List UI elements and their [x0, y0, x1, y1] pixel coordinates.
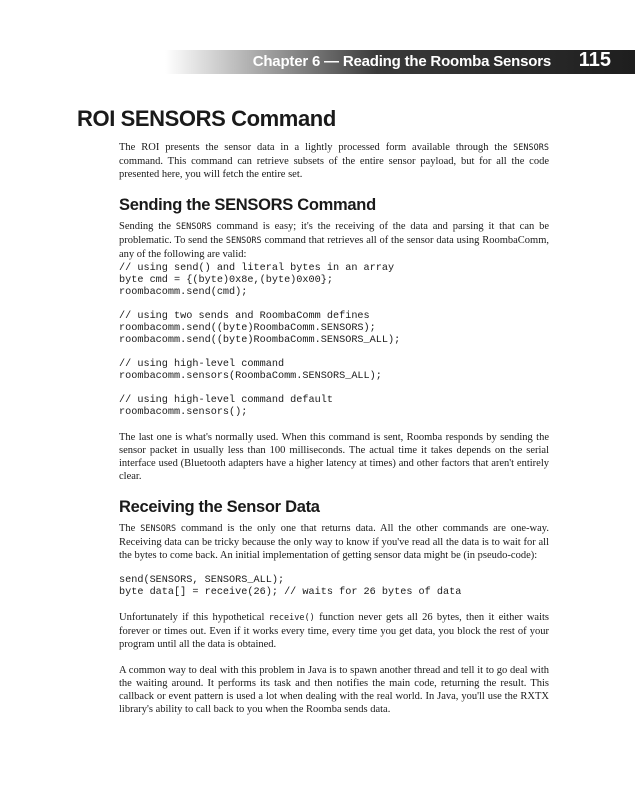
- receiving-text-2: Unfortunately if this hypothetical: [119, 612, 269, 623]
- inline-code: SENSORS: [140, 524, 177, 534]
- receiving-text-3: function never gets all 26 bytes, then it either waits forever or times out. Even if it works every time, every time you get data, you block the rest of your program until all the data is obtained.: [119, 612, 549, 650]
- code-line: roombacomm.sensors(RoombaComm.SENSORS_ALL);: [119, 371, 382, 382]
- code-line: send(SENSORS, SENSORS_ALL);: [119, 575, 285, 586]
- receiving-paragraph-3: A common way to deal with this problem in Java is to spawn another thread and tell it to go deal with the waiting around. It performs its task and then notifies the main code, returning the result. This callback or event pattern is used a lot when dealing with the real world. In Java, you'll use the RXTX library's ability to call back to you when the Roomba sends data.: [119, 665, 549, 715]
- code-line: // using high-level command: [119, 359, 285, 370]
- code-line: byte cmd = {(byte)0x8e,(byte)0x00};: [119, 275, 333, 286]
- page-number: 115: [578, 49, 611, 71]
- receiving-text-1: command is the only one that returns data. All the other commands are one-way. Receiving data can be tricky because the only way to know if you've read all the data is to wait for all the bytes to come back. An initial implementation of getting sensor data might be (in pseudo-code):: [119, 523, 549, 561]
- sending-heading: Sending the SENSORS Command: [119, 196, 376, 214]
- receiving-paragraph-1: [119, 522, 549, 562]
- inline-code: SENSORS: [175, 222, 212, 232]
- receiving-heading: Receiving the Sensor Data: [119, 498, 320, 516]
- sending-after-paragraph: The last one is what's normally used. When this command is sent, Roomba responds by sending the sensor packet in usually less than 100 milliseconds. The actual time it takes depends on the serial interface used (Bluetooth adapters have a higher latency at times) and other factors that aren't entirely clear.: [119, 432, 549, 482]
- code-line: roombacomm.send((byte)RoombaComm.SENSORS_ALL);: [119, 335, 401, 346]
- inline-code: receive(): [268, 613, 315, 623]
- code-line: // using send() and literal bytes in an array: [119, 263, 395, 274]
- code-line: roombacomm.sensors();: [119, 407, 248, 418]
- code-line: roombacomm.send(cmd);: [119, 287, 248, 298]
- inline-code: SENSORS: [513, 143, 549, 153]
- code-block-1: [119, 263, 549, 299]
- code-block-5: [119, 575, 549, 599]
- code-block-3: [119, 359, 549, 383]
- sending-text-1: Sending the: [119, 221, 176, 232]
- code-line: roombacomm.send((byte)RoombaComm.SENSORS);: [119, 323, 376, 334]
- intro-paragraph: [119, 141, 549, 181]
- receiving-text-0: The: [119, 523, 141, 534]
- sending-paragraph: [119, 220, 549, 261]
- inline-code: SENSORS: [225, 236, 262, 246]
- code-line: // using high-level command default: [119, 395, 333, 406]
- intro-text-1: The ROI presents the sensor data in a lightly processed form available through the: [119, 142, 514, 153]
- code-line: // using two sends and RoombaComm defines: [119, 311, 370, 322]
- sending-text-3: command that retrieves all of the sensor data using RoombaComm, any of the following are valid:: [119, 235, 549, 260]
- intro-text-2: command. This command can retrieve subsets of the entire sensor payload, but for all the code presented here, you will fetch the entire set.: [119, 156, 549, 180]
- code-block-2: [119, 311, 549, 347]
- receiving-paragraph-2: [119, 611, 549, 651]
- chapter-title: Chapter 6 — Reading the Roomba Sensors: [252, 53, 551, 70]
- sending-text-2: command is easy; it's the receiving of the data and parsing it that can be problematic. To send the: [119, 221, 549, 246]
- code-line: byte data[] = receive(26); // waits for 26 bytes of data: [119, 587, 462, 598]
- page-body: [119, 141, 549, 729]
- code-block-4: [119, 395, 549, 419]
- section-title: ROI SENSORS Command: [77, 106, 336, 131]
